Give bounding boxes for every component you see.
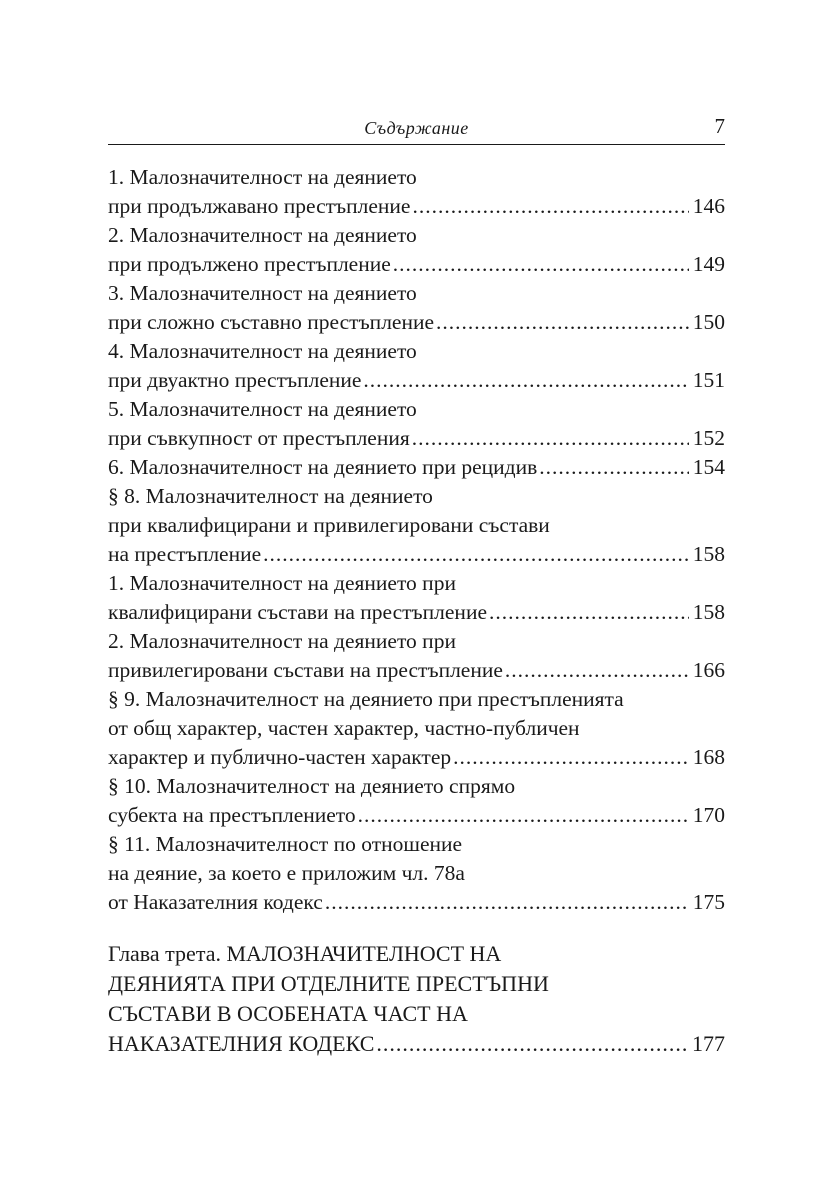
toc-line-text: от Наказателния кодекс <box>108 890 323 914</box>
toc-entries <box>108 163 725 917</box>
toc-line <box>108 279 725 308</box>
toc-line <box>108 830 725 859</box>
dot-leader <box>412 424 689 453</box>
dot-leader <box>489 598 689 627</box>
toc-line-text: § 9. Малозначителност на деянието при престъпленията <box>108 687 624 711</box>
toc-line <box>108 714 725 743</box>
dot-leader <box>505 656 689 685</box>
toc-chapter-entry <box>108 939 725 1059</box>
toc-line <box>108 569 725 598</box>
toc-page-number: 154 <box>692 455 725 479</box>
chapter-heading <box>108 939 725 1059</box>
toc-line <box>108 656 725 685</box>
toc-entry <box>108 772 725 830</box>
toc-page-number: 150 <box>692 310 725 334</box>
toc-line <box>108 598 725 627</box>
toc-line-text: 4. Малозначителност на деянието <box>108 339 417 363</box>
toc-line <box>108 627 725 656</box>
toc-page-number: 168 <box>692 745 725 769</box>
toc-line-text: 5. Малозначителност на деянието <box>108 397 417 421</box>
toc-entry <box>108 453 725 482</box>
dot-leader <box>263 540 689 569</box>
toc-line-text: Глава трета. МАЛОЗНАЧИТЕЛНОСТ НА <box>108 941 502 966</box>
toc-entry <box>108 163 725 221</box>
dot-leader <box>453 743 689 772</box>
toc-line-text: при съвкупност от престъпления <box>108 426 410 450</box>
toc-page-number: 166 <box>692 658 725 682</box>
toc-page-number: 170 <box>692 803 725 827</box>
dot-leader <box>412 192 688 221</box>
header-title: Съдържание <box>364 118 469 138</box>
toc-line-text: при продължавано престъпление <box>108 194 411 218</box>
toc-entry <box>108 337 725 395</box>
toc-line <box>108 685 725 714</box>
running-header <box>108 110 725 145</box>
toc-page-number: 149 <box>692 252 725 276</box>
toc-line <box>108 801 725 830</box>
toc-line-text: § 11. Малозначителност по отношение <box>108 832 463 856</box>
toc-line-text: 6. Малозначителност на деянието при рецидив <box>108 455 538 479</box>
toc-line <box>108 250 725 279</box>
toc-line-text: СЪСТАВИ В ОСОБЕНАТА ЧАСТ НА <box>108 1001 468 1026</box>
toc-line-text: § 10. Малозначителност на деянието спрямо <box>108 774 516 798</box>
toc-line-text: при квалифицирани и привилегировани състави <box>108 513 550 537</box>
toc-entry <box>108 482 725 569</box>
toc-entry <box>108 685 725 772</box>
toc-line <box>108 772 725 801</box>
dot-leader <box>358 801 689 830</box>
toc-line-text: на деяние, за което е приложим чл. 78а <box>108 861 465 885</box>
toc-line <box>108 192 725 221</box>
toc-line-text: 2. Малозначителност на деянието при <box>108 629 456 653</box>
toc-line-text: ДЕЯНИЯТА ПРИ ОТДЕЛНИТЕ ПРЕСТЪПНИ <box>108 971 549 996</box>
toc-line <box>108 482 725 511</box>
toc-line <box>108 540 725 569</box>
dot-leader <box>376 1029 688 1059</box>
toc-line-text: § 8. Малозначителност на деянието <box>108 484 433 508</box>
book-page <box>108 0 725 1200</box>
table-of-contents <box>108 163 725 1059</box>
dot-leader <box>393 250 689 279</box>
toc-line-text: 1. Малозначителност на деянието <box>108 165 417 189</box>
toc-line-text: на престъпление <box>108 542 262 566</box>
toc-line <box>108 221 725 250</box>
toc-line <box>108 1029 725 1059</box>
dot-leader <box>436 308 689 337</box>
toc-entry <box>108 627 725 685</box>
toc-entry <box>108 569 725 627</box>
toc-entry <box>108 221 725 279</box>
toc-line <box>108 511 725 540</box>
toc-line-text: НАКАЗАТЕЛНИЯ КОДЕКС <box>108 1031 375 1056</box>
toc-page-number: 151 <box>692 368 725 392</box>
toc-line <box>108 969 725 999</box>
toc-page-number: 158 <box>692 542 725 566</box>
toc-line-text: субекта на престъплението <box>108 803 356 827</box>
dot-leader <box>539 453 689 482</box>
toc-line-text: при продължено престъпление <box>108 252 391 276</box>
toc-line <box>108 743 725 772</box>
dot-leader <box>363 366 688 395</box>
toc-line <box>108 888 725 917</box>
dot-leader <box>325 888 689 917</box>
toc-line-text: 1. Малозначителност на деянието при <box>108 571 456 595</box>
toc-line <box>108 337 725 366</box>
toc-page-number: 158 <box>692 600 725 624</box>
toc-line <box>108 453 725 482</box>
toc-line-text: квалифицирани състави на престъпление <box>108 600 487 624</box>
toc-line <box>108 859 725 888</box>
toc-page-number: 146 <box>692 194 725 218</box>
toc-line <box>108 999 725 1029</box>
toc-entry <box>108 279 725 337</box>
toc-line-text: при сложно съставно престъпление <box>108 310 435 334</box>
toc-line <box>108 395 725 424</box>
toc-line <box>108 308 725 337</box>
toc-line <box>108 366 725 395</box>
toc-line <box>108 163 725 192</box>
toc-line-text: привилегировани състави на престъпление <box>108 658 503 682</box>
toc-line-text: 2. Малозначителност на деянието <box>108 223 417 247</box>
toc-line-text: 3. Малозначителност на деянието <box>108 281 417 305</box>
toc-line-text: от общ характер, частен характер, частно-публичен <box>108 716 580 740</box>
toc-line <box>108 424 725 453</box>
toc-entry <box>108 830 725 917</box>
toc-entry <box>108 395 725 453</box>
toc-line-text: при двуактно престъпление <box>108 368 362 392</box>
toc-page-number: 175 <box>692 890 725 914</box>
toc-line-text: характер и публично-частен характер <box>108 745 452 769</box>
toc-page-number: 152 <box>692 426 725 450</box>
toc-page-number: 177 <box>692 1031 725 1056</box>
toc-line <box>108 939 725 969</box>
header-page-number: 7 <box>714 114 725 138</box>
